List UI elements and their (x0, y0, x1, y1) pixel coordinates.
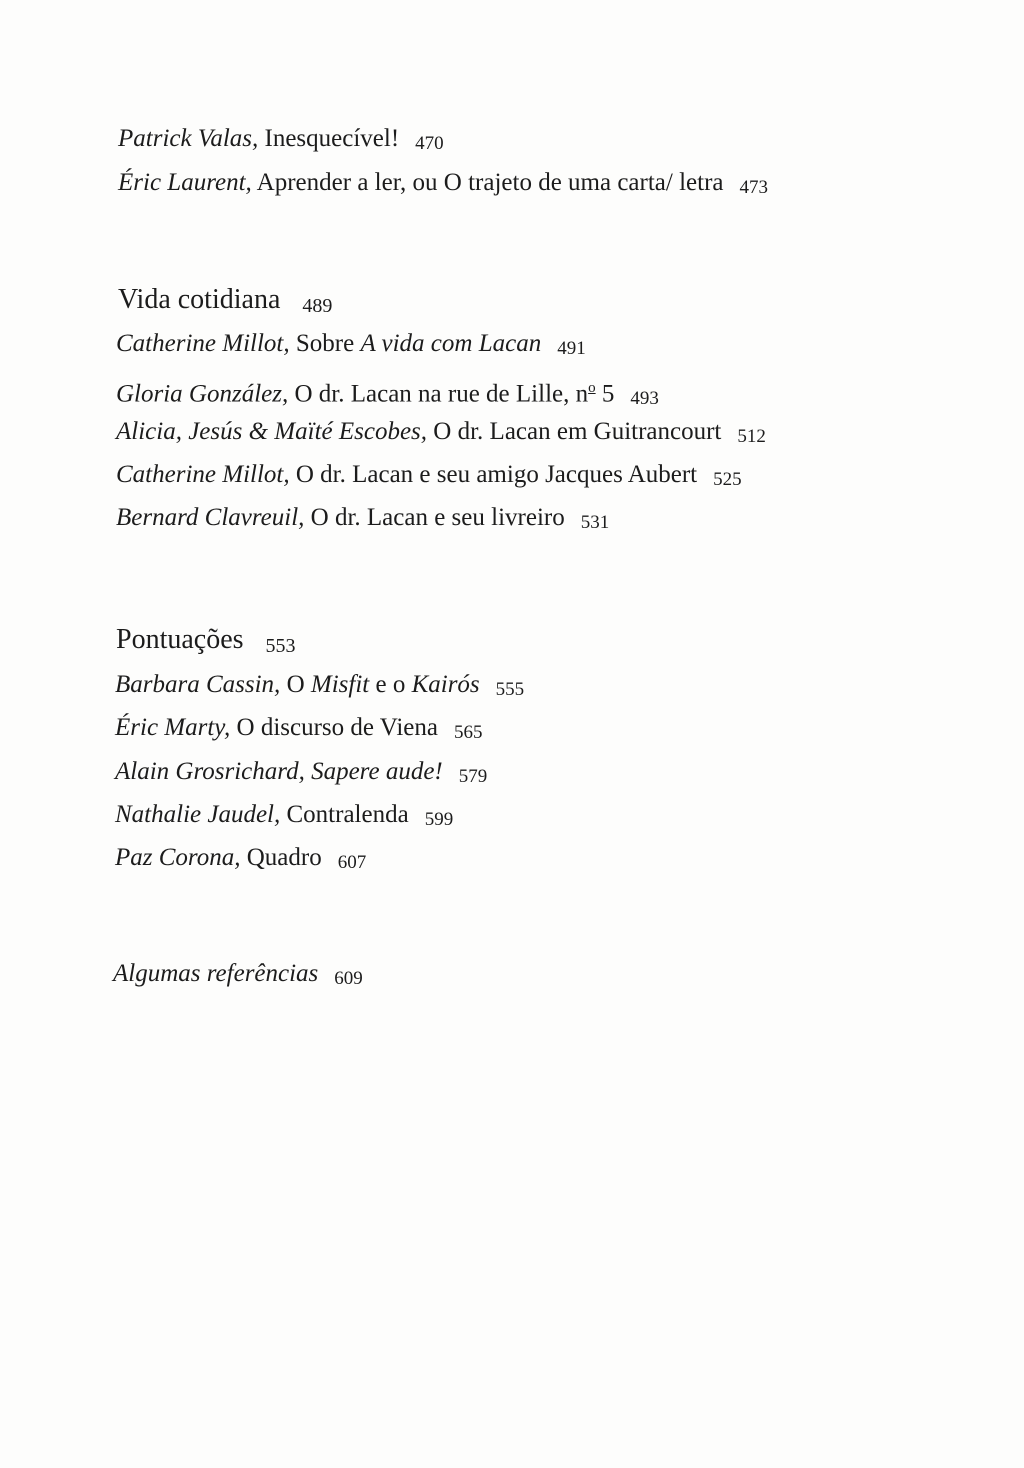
toc-entry (115, 800, 453, 832)
entry-author: Barbara Cassin, (115, 671, 281, 698)
entry-page: 607 (337, 852, 367, 873)
entry-page: 512 (737, 426, 766, 447)
entry-title-italic: Sapere aude! (311, 758, 443, 785)
entry-author: Paz Corona, (115, 844, 241, 871)
entry-title: O dr. Lacan e seu amigo Jacques Aubert (295, 461, 698, 488)
entry-title: O discurso de Viena (236, 714, 438, 741)
entry-page: 531 (580, 512, 610, 533)
section-title: Vida cotidiana (118, 284, 281, 315)
toc-entry (116, 503, 609, 535)
entry-page: 565 (453, 722, 483, 743)
entry-author: Éric Marty, (115, 714, 231, 741)
entry-title: Contralenda (286, 801, 409, 828)
entry-page: 493 (630, 388, 659, 410)
entry-page: 470 (415, 133, 444, 154)
entry-title: Aprender a ler, ou O trajeto de uma carta/ letra (256, 169, 724, 196)
entry-title-italic: Kairós (411, 671, 480, 698)
entry-author: Gloria González, (116, 380, 289, 408)
entry-page: 579 (458, 766, 488, 787)
entry-author: Bernard Clavreuil, (116, 504, 305, 531)
toc-entry (115, 670, 524, 702)
entry-author: Catherine Millot, (116, 461, 290, 488)
toc-entry (118, 168, 768, 200)
entry-author: Alicia, Jesús & Maïté Escobes, (116, 418, 428, 445)
entry-title-italic: Misfit (310, 671, 370, 698)
toc-entry (115, 757, 487, 789)
entry-title-tail: 5 (595, 380, 615, 408)
section-page: 553 (265, 635, 296, 657)
toc-entry (116, 329, 586, 361)
toc-entry (116, 460, 742, 492)
entry-title-italic: Algumas referências (113, 960, 319, 987)
section-heading (116, 623, 296, 659)
entry-title: Inesquecível! (264, 125, 400, 152)
entry-title: Sobre (295, 330, 355, 357)
entry-title: O (286, 671, 305, 698)
entry-page: 491 (557, 338, 586, 359)
entry-title: O dr. Lacan e seu livreiro (310, 504, 565, 531)
entry-page: 473 (739, 177, 768, 198)
toc-entry (115, 843, 366, 875)
toc-entry (116, 373, 659, 411)
entry-page: 609 (334, 968, 363, 989)
toc-entry (116, 417, 766, 449)
entry-page: 599 (424, 809, 454, 830)
section-title: Pontuações (116, 624, 244, 655)
toc-entry-final (113, 959, 363, 991)
entry-title-italic: A vida com Lacan (360, 330, 542, 357)
entry-author: Alain Grosrichard, (115, 758, 305, 785)
entry-title: Quadro (246, 844, 322, 871)
section-page: 489 (302, 295, 333, 317)
entry-author: Éric Laurent, (118, 169, 252, 196)
entry-page: 555 (495, 679, 525, 700)
entry-title-sup: o (588, 380, 596, 396)
section-heading (118, 283, 332, 319)
entry-author: Patrick Valas, (118, 125, 259, 152)
entry-title: O dr. Lacan em Guitrancourt (433, 418, 722, 445)
entry-author: Nathalie Jaudel, (115, 801, 281, 828)
entry-author: Catherine Millot, (116, 330, 290, 357)
entry-page: 525 (713, 469, 742, 490)
toc-entry (118, 124, 444, 156)
toc-entry (115, 713, 482, 745)
entry-title: O dr. Lacan na rue de Lille, n (294, 380, 589, 408)
entry-title-mid: e o (375, 671, 406, 698)
